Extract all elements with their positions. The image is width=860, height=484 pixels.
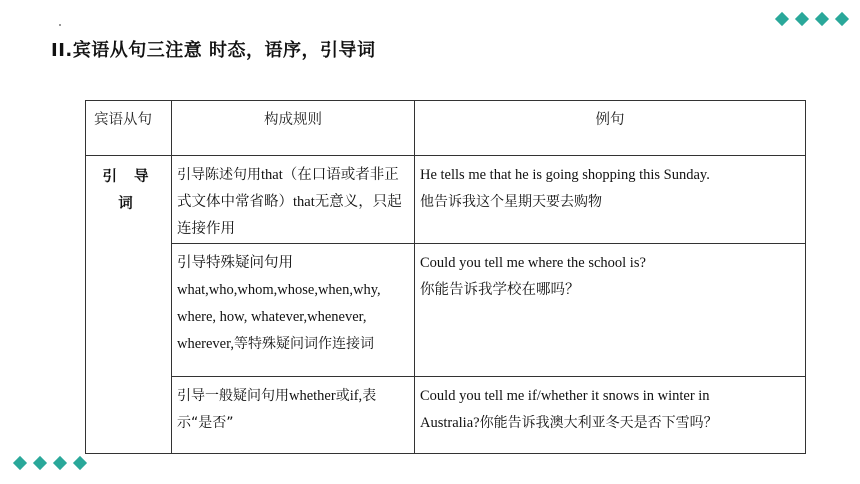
diamond-icon [775, 12, 789, 26]
rule-text: whether [289, 388, 336, 404]
diamond-icon [835, 12, 849, 26]
table-row [86, 156, 806, 244]
diamond-icon [73, 456, 87, 470]
example-chinese: 你能告诉我澳大利亚冬天是否下雪吗？ [479, 415, 718, 431]
example-english: Could you tell me where the school is? [420, 255, 646, 271]
decor-diamonds-top [774, 11, 850, 27]
example-cell [415, 244, 806, 377]
column-header: 宾语从句 [86, 101, 172, 156]
rule-text: 或 [335, 388, 350, 404]
rule-text: 引导特殊疑问句用 [177, 255, 293, 271]
rule-cell [172, 377, 415, 454]
example-chinese: 他告诉我这个星期天要去购物 [420, 194, 602, 210]
table-header-row [86, 101, 806, 156]
diamond-icon [53, 456, 67, 470]
rule-text: 等特殊疑问词作连接词 [233, 336, 374, 352]
grammar-table [85, 100, 806, 454]
diamond-icon [13, 456, 27, 470]
diamond-icon [815, 12, 829, 26]
example-english: Could you tell me if/whether it snows in winter in [420, 388, 710, 404]
decor-diamonds-bottom [12, 455, 88, 471]
example-chinese: 你能告诉我学校在哪吗？ [420, 282, 580, 298]
rule-text: where, how, whatever,whenever, [177, 309, 367, 325]
section-label: 引 导 词 [86, 156, 172, 454]
decorative-dot [59, 24, 61, 26]
rule-text: that（在口语或者非正式文体中常省略）that无意义，只起连接作用 [177, 167, 402, 237]
rule-text: wherever, [177, 336, 234, 352]
page-title: II.宾语从句三注意 时态，语序，引导词 [51, 40, 376, 61]
example-cell [415, 377, 806, 454]
example-cell [415, 156, 806, 244]
rule-text: 引导陈述句用 [177, 167, 261, 183]
rule-cell [172, 156, 415, 244]
column-header: 例句 [415, 101, 806, 156]
rule-cell [172, 244, 415, 377]
column-header: 构成规则 [172, 101, 415, 156]
rule-text: 引导一般疑问句用 [177, 388, 289, 404]
example-english: He tells me that he is going shopping this Sunday. [420, 167, 710, 183]
rule-text: what,who,whom,whose,when,why, [177, 282, 381, 298]
diamond-icon [795, 12, 809, 26]
example-english: Australia? [420, 415, 480, 431]
rule-text: if, [349, 388, 363, 404]
table-row [86, 377, 806, 454]
rule-text: 表示“是否” [177, 388, 377, 431]
diamond-icon [33, 456, 47, 470]
table-row [86, 244, 806, 377]
